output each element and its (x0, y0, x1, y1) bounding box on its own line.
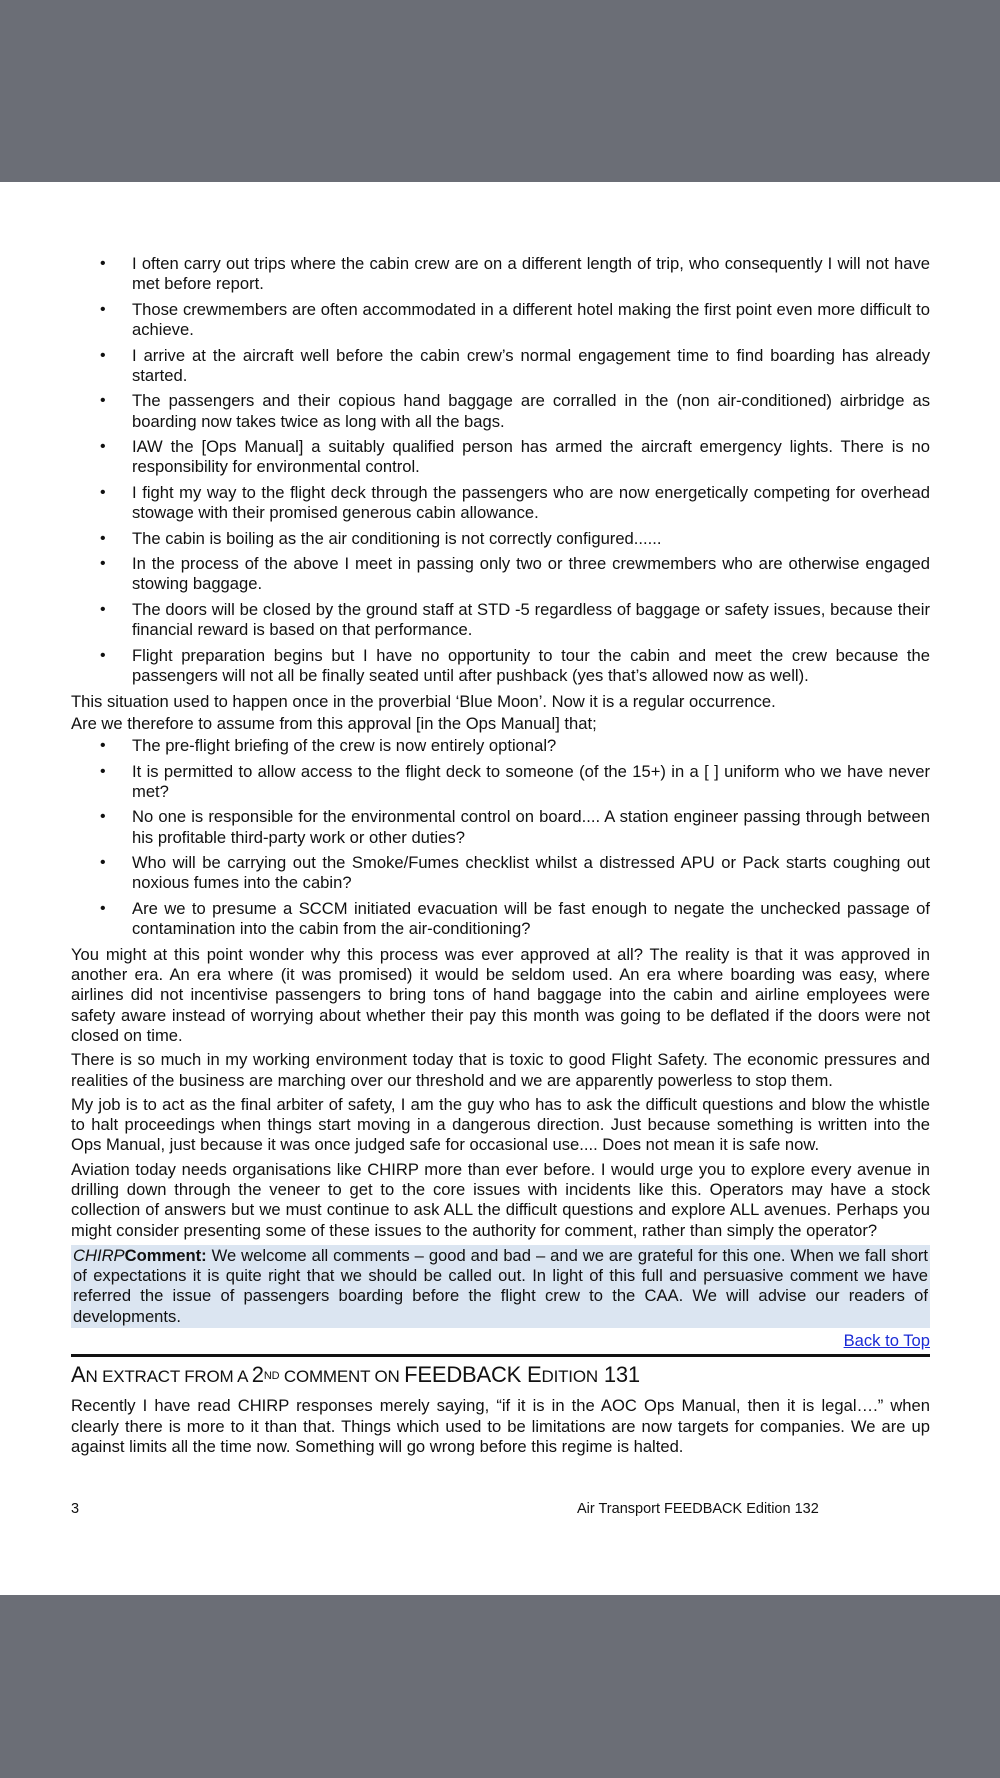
list-item: • The passengers and their copious hand baggage are corralled in the (non air-conditioned) airbridge as boarding now takes twice as long with all the bags. (100, 391, 930, 431)
list-item: • I fight my way to the flight deck through the passengers who are now energetically competing for overhead stowage with their promised generous cabin allowance. (100, 482, 930, 523)
list-item: • Are we to presume a SCCM initiated evacuation will be fast enough to negate the unchecked passage of contamination into the cabin from the air-conditioning? (100, 898, 930, 939)
bullet-icon: • (100, 483, 106, 501)
list-item: • Flight preparation begins but I have no opportunity to tour the cabin and meet the crew because the passengers will not all be finally seated until after pushback (yes that’s allowed now as well). (100, 645, 930, 686)
bullet-icon: • (100, 346, 106, 364)
edition-label: Air Transport FEEDBACK Edition 132 (577, 1501, 819, 1517)
bullet-icon: • (100, 737, 106, 755)
bullet-list-questions (71, 736, 930, 939)
chirp-label: CHIRP (73, 1245, 125, 1265)
list-item: • It is permitted to allow access to the flight deck to someone (of the 15+) in a [ ] uniform who we have never met? (100, 761, 930, 801)
list-item: • Those crewmembers are often accommodated in a different hotel making the first point even more difficult to achieve. (100, 299, 930, 340)
paragraph-approval: You might at this point wonder why this process was ever approved at all? The reality is that it was approved in another era. An era where (it was promised) it would be seldom used. An era where boarding was easy, where airlines did not incentivise passengers to bring tons of hand baggage into the cabin and airline employees were safety aware instead of worrying about whether their pay this month was going to be deflated if the doors were not closed on time. (71, 944, 930, 1045)
comment-label: Comment: (124, 1245, 207, 1265)
chirp-comment-box (71, 1245, 930, 1328)
paragraph-arbiter: My job is to act as the final arbiter of safety, I am the guy who has to ask the difficult questions and blow the whistle to halt proceedings when things start moving in a dangerous direction. Just because something is written into the Ops Manual, just because it was once judged safe for occasional use.... Does not mean it is safe now. (71, 1094, 930, 1155)
document-page (0, 182, 1000, 1595)
bullet-icon: • (100, 899, 106, 917)
assume-line: Are we therefore to assume from this approval [in the Ops Manual] that; (71, 713, 597, 733)
bullet-icon: • (100, 808, 106, 826)
viewer-top-margin (0, 0, 1000, 182)
page-content (71, 254, 930, 1461)
back-to-top-link[interactable]: Back to Top (843, 1331, 930, 1351)
list-item: • Who will be carrying out the Smoke/Fumes checklist whilst a distressed APU or Pack starts coughing out noxious fumes into the cabin? (100, 853, 930, 893)
bullet-list-situation (71, 254, 930, 686)
bullet-icon: • (100, 438, 106, 456)
bullet-icon: • (100, 392, 106, 410)
blue-moon-line: This situation used to happen once in the proverbial ‘Blue Moon’. Now it is a regular occurrence. (71, 691, 776, 711)
list-item: • I often carry out trips where the cabin crew are on a different length of trip, who consequently I will not have met before report. (100, 254, 930, 294)
list-item: • The pre-flight briefing of the crew is now entirely optional? (100, 736, 557, 756)
paragraph-toxic: There is so much in my working environment today that is toxic to good Flight Safety. The economic pressures and realities of the business are marching over our threshold and we are apparently powerless to stop them. (71, 1050, 930, 1090)
back-to-top-row (71, 1331, 930, 1351)
page-number: 3 (71, 1501, 80, 1517)
chirp-comment-text: We welcome all comments – good and bad – and we are grateful for this one. When we fall short of expectations it is quite right that we should be called out. In light of this full and persuasive comment we have referred the issue of passengers boarding before the flight crew to the CAA. We will advise our readers of developments. (73, 1245, 928, 1326)
bullet-icon: • (100, 600, 106, 618)
list-item: • In the process of the above I meet in passing only two or three crewmembers who are otherwise engaged stowing baggage. (100, 554, 930, 594)
section-heading: AN EXTRACT FROM A 2ND COMMENT ON FEEDBACK EDITION 131 (71, 1362, 640, 1388)
viewer-bottom-margin (0, 1595, 1000, 1778)
paragraph-chirp-appeal: Aviation today needs organisations like CHIRP more than ever before. I would urge you to explore every avenue in drilling down through the veneer to get to the core issues with incidents like this. Operators may have a stock collection of answers but we must continue to ask ALL the difficult questions and explore ALL avenues. Perhaps you might consider presenting some of these issues to the authority for comment, rather than simply the operator? (71, 1159, 930, 1240)
bullet-icon: • (100, 854, 106, 872)
bullet-icon: • (100, 762, 106, 780)
section-divider (71, 1354, 930, 1357)
section-body: Recently I have read CHIRP responses merely saying, “if it is in the AOC Ops Manual, then it is legal….” when clearly there is more to it than that. Things which used to be limitations are now targets for companies. We are up against limits all the time now. Something will go wrong before this regime is halted. (71, 1396, 930, 1456)
bullet-icon: • (100, 529, 106, 547)
bullet-icon: • (100, 646, 106, 664)
bullet-icon: • (100, 255, 106, 272)
list-item: • The doors will be closed by the ground staff at STD -5 regardless of baggage or safety issues, because their financial reward is based on that performance. (100, 599, 930, 640)
list-item: • I arrive at the aircraft well before the cabin crew’s normal engagement time to find boarding has already started. (100, 345, 930, 385)
list-item: • IAW the [Ops Manual] a suitably qualified person has armed the aircraft emergency lights. There is no responsibility for environmental control. (100, 437, 930, 477)
bullet-icon: • (100, 555, 106, 573)
bullet-icon: • (100, 300, 106, 318)
list-item: • No one is responsible for the environmental control on board.... A station engineer passing through between his profitable third-party work or other duties? (100, 807, 930, 847)
list-item: • The cabin is boiling as the air conditioning is not correctly configured...... (100, 528, 662, 548)
